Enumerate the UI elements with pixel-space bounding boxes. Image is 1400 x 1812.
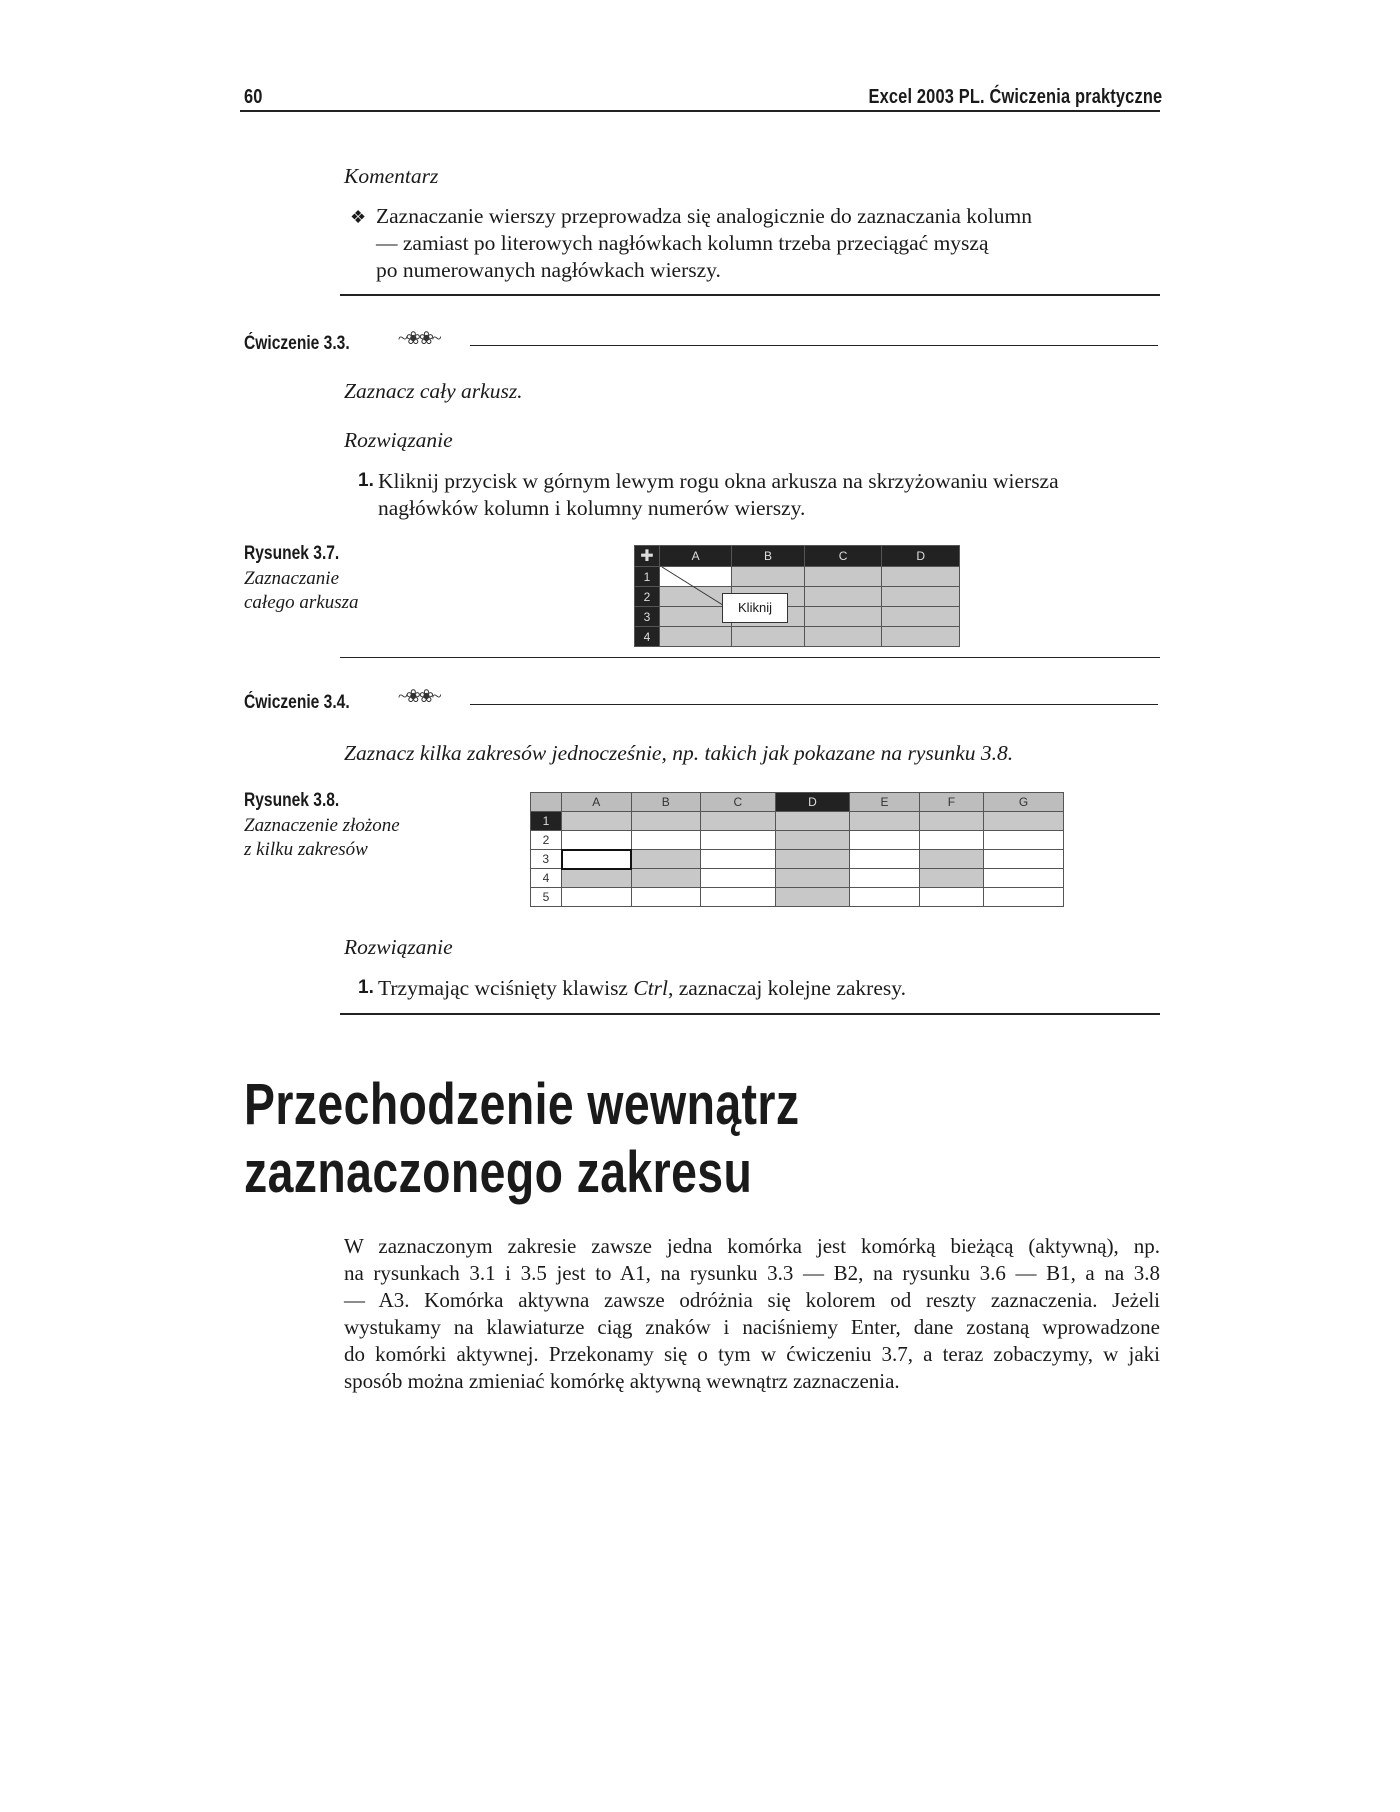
column-header-b: B bbox=[631, 793, 701, 812]
select-all-corner-icon[interactable]: ✚ bbox=[635, 546, 660, 567]
cell bbox=[882, 567, 960, 587]
komentarz-line-2: — zamiast po literowych nagłówkach kolumn trzeba przeciągać myszą bbox=[376, 231, 989, 255]
komentarz-bullet-icon: ❖ bbox=[350, 207, 367, 227]
figure-3-8-label: Rysunek 3.8. bbox=[244, 790, 340, 811]
cell bbox=[850, 869, 920, 888]
row-header-1: 1 bbox=[531, 812, 562, 831]
column-header-c: C bbox=[804, 546, 882, 567]
column-header-d: D bbox=[775, 793, 850, 812]
figure-3-8-caption-2: z kilku zakresów bbox=[244, 839, 368, 860]
cell bbox=[631, 812, 701, 831]
cell bbox=[804, 587, 882, 607]
select-all-corner[interactable] bbox=[531, 793, 562, 812]
column-header-e: E bbox=[850, 793, 920, 812]
exercise-3-4-solution-heading: Rozwiązanie bbox=[344, 935, 453, 959]
paragraph-line-5: do komórki aktywnej. Przekonamy się o tym w ćwiczeniu 3.7, a teraz zobaczymy, w jaki bbox=[344, 1342, 1160, 1366]
paragraph-line-2: na rysunkach 3.1 i 3.5 jest to A1, na rysunku 3.3 — B2, na rysunku 3.6 — B1, a na 3.8 bbox=[344, 1261, 1160, 1285]
kliknij-callout: Kliknij bbox=[722, 593, 788, 623]
row-header-3: 3 bbox=[635, 607, 660, 627]
cell bbox=[919, 831, 983, 850]
exercise-ornament-icon: ~❀❀~ bbox=[398, 686, 440, 706]
cell bbox=[919, 850, 983, 869]
figure-3-7-caption-1: Zaznaczanie bbox=[244, 568, 339, 589]
cell bbox=[775, 888, 850, 907]
cell bbox=[631, 869, 701, 888]
row-header-4: 4 bbox=[531, 869, 562, 888]
section-title-line-2: zaznaczonego zakresu bbox=[244, 1140, 753, 1205]
step-text-after: , zaznaczaj kolejne zakresy. bbox=[668, 976, 906, 1000]
exercise-3-3-task: Zaznacz cały arkusz. bbox=[344, 379, 523, 403]
cell bbox=[701, 850, 776, 869]
exercise-3-3-step-line-1: Kliknij przycisk w górnym lewym rogu okna arkusza na skrzyżowaniu wiersza bbox=[378, 469, 1059, 493]
row-header-4: 4 bbox=[635, 627, 660, 647]
cell bbox=[804, 607, 882, 627]
column-header-c: C bbox=[701, 793, 776, 812]
cell bbox=[631, 888, 701, 907]
figure-3-8-caption-1: Zaznaczenie złożone bbox=[244, 815, 400, 836]
column-header-g: G bbox=[984, 793, 1064, 812]
book-title: Excel 2003 PL. Ćwiczenia praktyczne bbox=[868, 86, 1162, 108]
figure-3-7-label: Rysunek 3.7. bbox=[244, 543, 340, 564]
cell bbox=[850, 812, 920, 831]
cell bbox=[631, 831, 701, 850]
exercise-3-4-step-number: 1. bbox=[358, 977, 374, 998]
cell bbox=[562, 888, 632, 907]
step-key: Ctrl bbox=[633, 976, 669, 1000]
cell bbox=[562, 869, 632, 888]
exercise-3-3-title: Ćwiczenie 3.3. bbox=[244, 333, 350, 354]
active-cell bbox=[562, 850, 632, 869]
komentarz-line-3: po numerowanych nagłówkach wierszy. bbox=[376, 258, 721, 282]
cell bbox=[850, 888, 920, 907]
cell bbox=[919, 888, 983, 907]
cell bbox=[701, 888, 776, 907]
cell bbox=[562, 812, 632, 831]
cell bbox=[775, 869, 850, 888]
header-rule bbox=[240, 110, 1160, 112]
cell bbox=[804, 627, 882, 647]
exercise-3-3-rule bbox=[470, 345, 1158, 346]
row-header-1: 1 bbox=[635, 567, 660, 587]
cell bbox=[775, 812, 850, 831]
paragraph-line-3: — A3. Komórka aktywna zawsze odróżnia się kolorem od reszty zaznaczenia. Jeżeli bbox=[344, 1288, 1160, 1312]
exercise-3-4-title: Ćwiczenie 3.4. bbox=[244, 692, 350, 713]
cell bbox=[701, 831, 776, 850]
row-header-2: 2 bbox=[531, 831, 562, 850]
cell bbox=[631, 850, 701, 869]
figure-3-7-sheet bbox=[634, 545, 960, 647]
figure-3-7-caption-2: całego arkusza bbox=[244, 592, 359, 613]
cell bbox=[804, 567, 882, 587]
exercise-3-3-step-number: 1. bbox=[358, 470, 374, 491]
exercise-3-3-solution-heading: Rozwiązanie bbox=[344, 428, 453, 452]
cell bbox=[701, 812, 776, 831]
exercise-3-4-end-rule bbox=[340, 1013, 1160, 1015]
cell bbox=[984, 869, 1064, 888]
row-header-5: 5 bbox=[531, 888, 562, 907]
column-header-a: A bbox=[562, 793, 632, 812]
page-number: 60 bbox=[244, 86, 263, 108]
cell bbox=[562, 831, 632, 850]
cell bbox=[919, 812, 983, 831]
cell bbox=[850, 831, 920, 850]
exercise-3-4-rule bbox=[470, 704, 1158, 705]
cell bbox=[882, 587, 960, 607]
cell bbox=[850, 850, 920, 869]
row-header-3: 3 bbox=[531, 850, 562, 869]
cell bbox=[984, 850, 1064, 869]
cell bbox=[701, 869, 776, 888]
paragraph-line-4: wystukamy na klawiaturze ciąg znaków i naciśniemy Enter, dane zostaną wprowadzone bbox=[344, 1315, 1160, 1339]
komentarz-heading: Komentarz bbox=[344, 164, 439, 188]
cell bbox=[984, 888, 1064, 907]
column-header-b: B bbox=[732, 546, 804, 567]
exercise-ornament-icon: ~❀❀~ bbox=[398, 328, 440, 348]
exercise-3-4-step bbox=[378, 975, 906, 1002]
cell bbox=[775, 850, 850, 869]
column-header-d: D bbox=[882, 546, 960, 567]
row-header-2: 2 bbox=[635, 587, 660, 607]
cell bbox=[775, 831, 850, 850]
exercise-3-3-step-line-2: nagłówków kolumn i kolumny numerów wierszy. bbox=[378, 496, 806, 520]
cell bbox=[882, 627, 960, 647]
figure-3-8-sheet bbox=[530, 792, 1064, 907]
column-header-a: A bbox=[660, 546, 732, 567]
cell bbox=[984, 831, 1064, 850]
exercise-3-4-task: Zaznacz kilka zakresów jednocześnie, np. takich jak pokazane na rysunku 3.8. bbox=[344, 741, 1014, 765]
column-header-f: F bbox=[919, 793, 983, 812]
cell bbox=[882, 607, 960, 627]
figure-3-7-rule bbox=[340, 657, 1160, 658]
cell bbox=[984, 812, 1064, 831]
komentarz-rule bbox=[340, 294, 1160, 296]
step-text-before: Trzymając wciśnięty klawisz bbox=[378, 976, 634, 1000]
paragraph-line-1: W zaznaczonym zakresie zawsze jedna komórka jest komórką bieżącą (aktywną), np. bbox=[344, 1234, 1160, 1258]
cell bbox=[919, 869, 983, 888]
komentarz-line-1: Zaznaczanie wierszy przeprowadza się analogicznie do zaznaczania kolumn bbox=[376, 204, 1032, 228]
section-title-line-1: Przechodzenie wewnątrz bbox=[244, 1072, 800, 1137]
section-paragraph bbox=[344, 1233, 1160, 1395]
paragraph-line-6: sposób można zmieniać komórkę aktywną wewnątrz zaznaczenia. bbox=[344, 1369, 900, 1393]
